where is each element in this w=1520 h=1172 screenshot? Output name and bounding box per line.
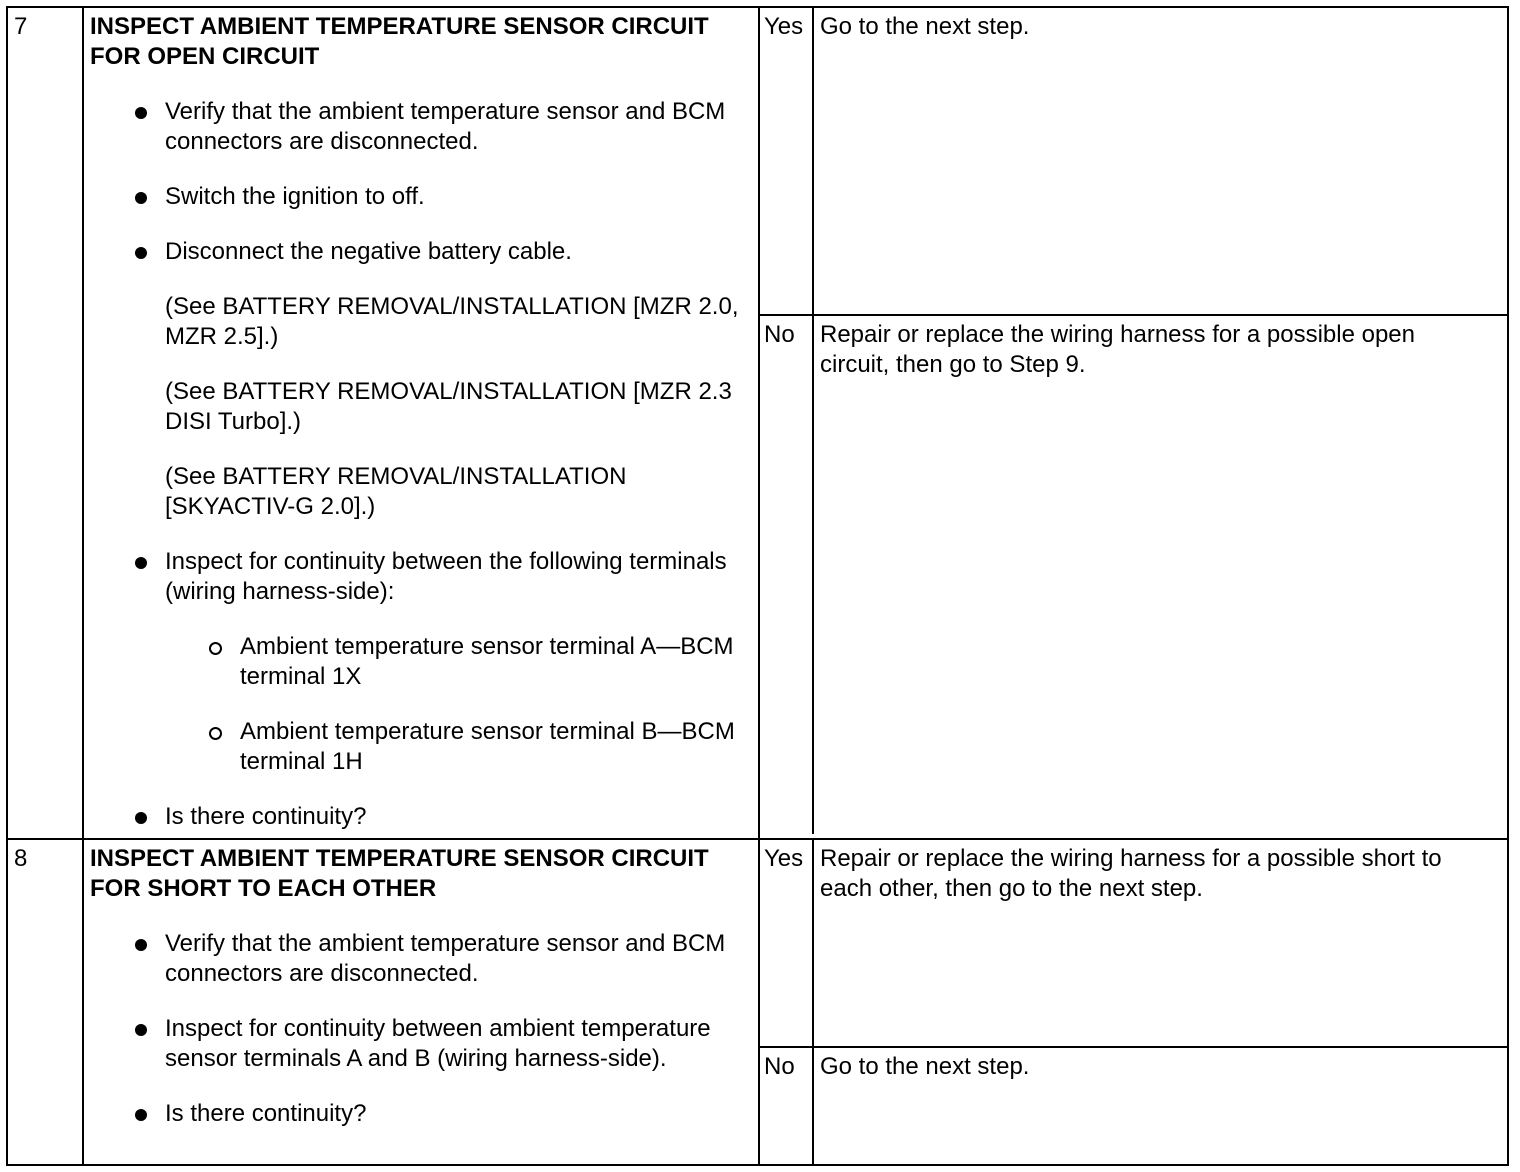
bullet-dot-icon bbox=[135, 939, 147, 951]
step-title-line: FOR OPEN CIRCUIT bbox=[90, 43, 320, 70]
step-number: 8 bbox=[7, 839, 83, 1165]
instruction-item bbox=[165, 97, 748, 157]
answer-cell bbox=[759, 839, 1508, 1165]
bullet-dot-icon bbox=[135, 557, 147, 569]
answer-no bbox=[760, 314, 1507, 834]
instruction-item bbox=[165, 802, 748, 832]
answer-yes bbox=[760, 8, 1507, 314]
instruction-list bbox=[90, 97, 748, 832]
reference-link[interactable]: (See BATTERY REMOVAL/INSTALLATION [MZR 2.3 DISI Turbo].) bbox=[165, 378, 732, 435]
instruction-text: Inspect for continuity between the following terminals (wiring harness-side): bbox=[165, 548, 727, 605]
bullet-dot-icon bbox=[135, 1109, 147, 1121]
instruction-item bbox=[165, 547, 748, 777]
answer-result: Repair or replace the wiring harness for a possible short to each other, then go to the next step. bbox=[820, 845, 1442, 902]
reference-link[interactable]: (See BATTERY REMOVAL/INSTALLATION [MZR 2.0, MZR 2.5].) bbox=[165, 293, 739, 350]
instruction-list bbox=[90, 929, 748, 1129]
answer-yes bbox=[760, 840, 1507, 1046]
answer-no bbox=[760, 1046, 1507, 1164]
instruction-text: Disconnect the negative battery cable. bbox=[165, 238, 572, 265]
instruction-text: Inspect for continuity between ambient temperature sensor terminals A and B (wiring harness-side). bbox=[165, 1015, 711, 1072]
step-title-line: INSPECT AMBIENT TEMPERATURE SENSOR CIRCUIT bbox=[90, 13, 709, 40]
terminal-text: Ambient temperature sensor terminal A—BCM terminal 1X bbox=[240, 633, 734, 690]
instruction-text: Verify that the ambient temperature sensor and BCM connectors are disconnected. bbox=[165, 930, 726, 987]
instruction-text: Is there continuity? bbox=[165, 1100, 367, 1127]
answer-label: No bbox=[760, 1048, 814, 1164]
answer-result: Go to the next step. bbox=[820, 13, 1030, 40]
instruction-item bbox=[165, 182, 748, 212]
instruction-item bbox=[165, 1014, 748, 1074]
instruction-text: Is there continuity? bbox=[165, 803, 367, 830]
instruction-item bbox=[165, 237, 748, 522]
step-row bbox=[7, 839, 1508, 1165]
answer-result: Go to the next step. bbox=[820, 1053, 1030, 1080]
step-title-line: FOR SHORT TO EACH OTHER bbox=[90, 875, 437, 902]
diagnostic-procedure-table bbox=[6, 6, 1509, 1166]
answer-label: No bbox=[760, 316, 814, 834]
terminal-item bbox=[240, 717, 748, 777]
terminal-text: Ambient temperature sensor terminal B—BCM terminal 1H bbox=[240, 718, 735, 775]
bullet-circle-icon bbox=[209, 642, 222, 655]
step-number: 7 bbox=[7, 7, 83, 839]
answer-label: Yes bbox=[760, 840, 814, 1046]
bullet-dot-icon bbox=[135, 247, 147, 259]
answers bbox=[760, 840, 1507, 1164]
bullet-dot-icon bbox=[135, 192, 147, 204]
bullet-dot-icon bbox=[135, 1024, 147, 1036]
instruction-text: Verify that the ambient temperature sensor and BCM connectors are disconnected. bbox=[165, 98, 726, 155]
terminal-item bbox=[240, 632, 748, 692]
terminal-list bbox=[165, 632, 748, 777]
step-title-line: INSPECT AMBIENT TEMPERATURE SENSOR CIRCUIT bbox=[90, 845, 709, 872]
instruction-item bbox=[165, 929, 748, 989]
step-description bbox=[83, 839, 759, 1165]
bullet-dot-icon bbox=[135, 812, 147, 824]
answer-result: Repair or replace the wiring harness for a possible open circuit, then go to Step 9. bbox=[820, 321, 1415, 378]
instruction-text: Switch the ignition to off. bbox=[165, 183, 425, 210]
step-title bbox=[90, 844, 748, 904]
step-title bbox=[90, 12, 748, 72]
bullet-circle-icon bbox=[209, 727, 222, 740]
bullet-dot-icon bbox=[135, 107, 147, 119]
instruction-item bbox=[165, 1099, 748, 1129]
step-description bbox=[83, 7, 759, 839]
reference-link[interactable]: (See BATTERY REMOVAL/INSTALLATION [SKYACTIV-G 2.0].) bbox=[165, 463, 627, 520]
answer-cell bbox=[759, 7, 1508, 839]
step-row bbox=[7, 7, 1508, 839]
answers bbox=[760, 8, 1507, 834]
answer-label: Yes bbox=[760, 8, 814, 314]
